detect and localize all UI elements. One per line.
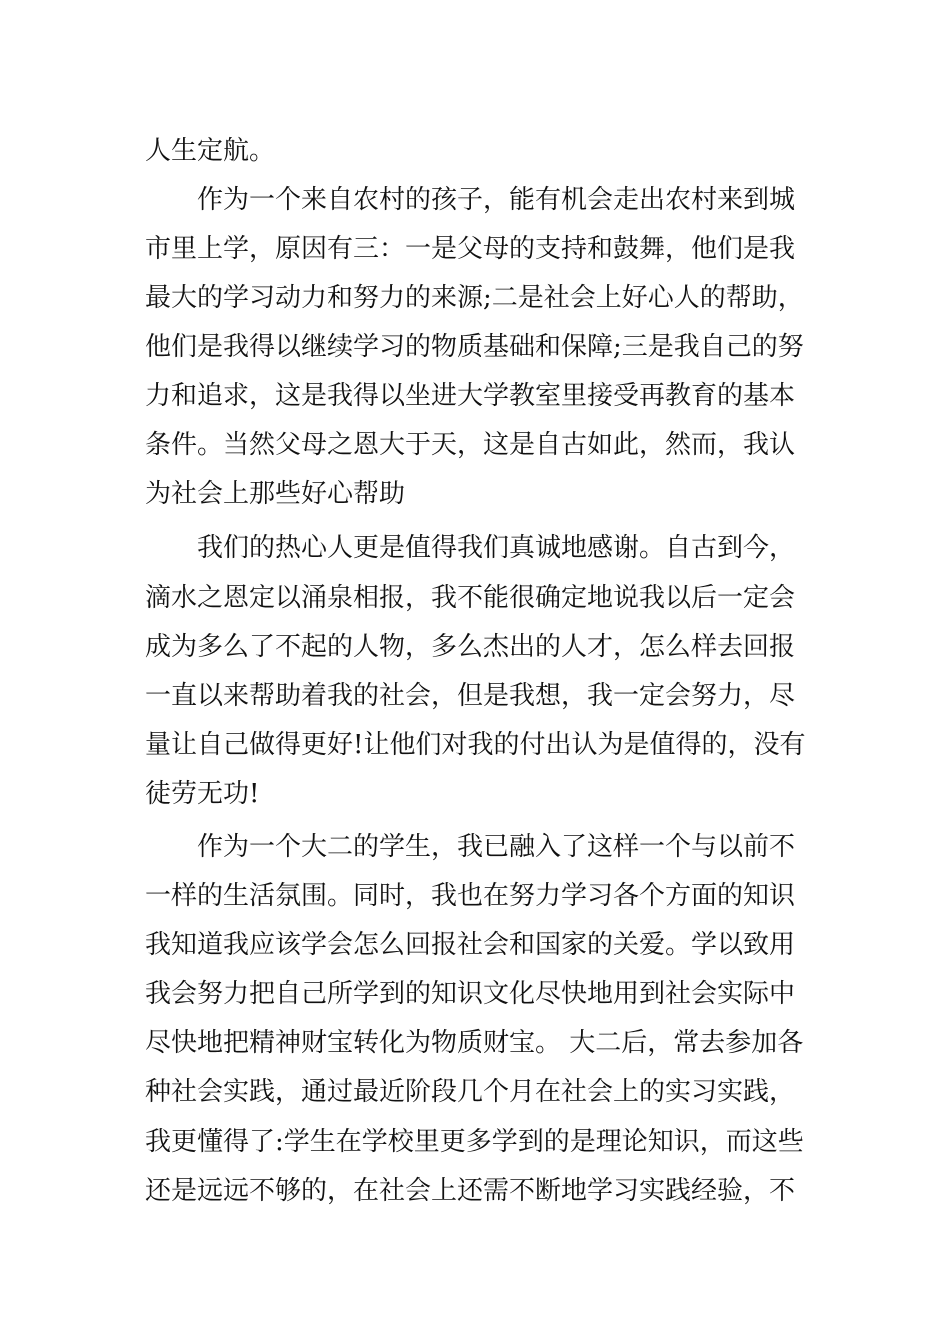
text-line: 条件。当然父母之恩大于天，这是自古如此，然而，我认 bbox=[145, 430, 796, 460]
text-line: 人生定航。 bbox=[145, 136, 276, 166]
text-line: 还是远远不够的，在社会上还需不断地学习实践经验，不 bbox=[145, 1176, 796, 1206]
text-line: 我知道我应该学会怎么回报社会和国家的关爱。学以致用 bbox=[145, 930, 796, 960]
text-line: 我会努力把自己所学到的知识文化尽快地用到社会实际中 bbox=[145, 979, 796, 1009]
text-line: 尽快地把精神财宝转化为物质财宝。 大二后，常去参加各 bbox=[145, 1028, 804, 1058]
paragraph-start-line: 我们的热心人更是值得我们真诚地感谢。自古到今， bbox=[197, 533, 796, 563]
paragraph-start-line: 作为一个来自农村的孩子，能有机会走出农村来到城 bbox=[197, 185, 796, 215]
text-line: 一样的生活氛围。同时，我也在努力学习各个方面的知识 bbox=[145, 881, 796, 911]
text-line: 滴水之恩定以涌泉相报，我不能很确定地说我以后一定会 bbox=[145, 583, 796, 613]
text-line: 成为多么了不起的人物，多么杰出的人才，怎么样去回报 bbox=[145, 632, 796, 662]
text-line: 量让自己做得更好!让他们对我的付出认为是值得的，没有 bbox=[145, 730, 806, 760]
text-line: 种社会实践，通过最近阶段几个月在社会上的实习实践， bbox=[145, 1077, 796, 1107]
text-line: 我更懂得了:学生在学校里更多学到的是理论知识，而这些 bbox=[145, 1127, 804, 1157]
text-line: 徒劳无功! bbox=[145, 779, 260, 809]
text-line: 力和追求，这是我得以坐进大学教室里接受再教育的基本 bbox=[145, 381, 796, 411]
text-line: 一直以来帮助着我的社会，但是我想，我一定会努力，尽 bbox=[145, 681, 796, 711]
text-line: 最大的学习动力和努力的来源;二是社会上好心人的帮助， bbox=[145, 283, 804, 313]
paragraph-start-line: 作为一个大二的学生，我已融入了这样一个与以前不 bbox=[197, 832, 796, 862]
text-line: 他们是我得以继续学习的物质基础和保障;三是我自己的努 bbox=[145, 332, 804, 362]
text-line: 市里上学，原因有三：一是父母的支持和鼓舞，他们是我 bbox=[145, 234, 796, 264]
text-line: 为社会上那些好心帮助 bbox=[145, 479, 406, 509]
